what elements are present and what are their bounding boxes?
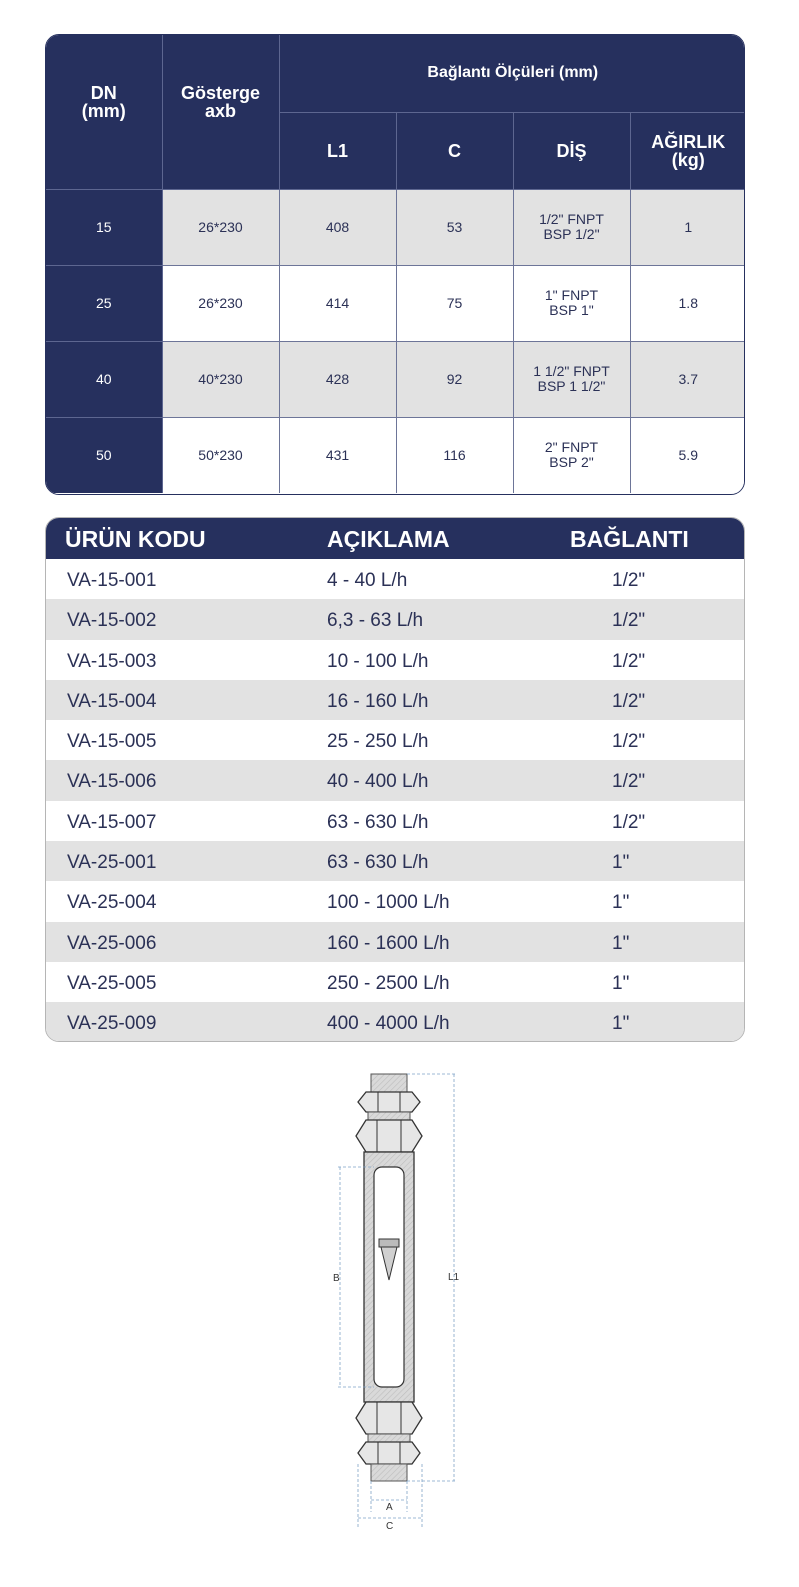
baglanti: 1/2" <box>612 811 646 833</box>
l1-cell: 414 <box>279 265 396 341</box>
dis-line: BSP 1/2" <box>543 226 600 242</box>
bottom-washer <box>368 1434 410 1442</box>
dn-cell: 25 <box>46 265 162 341</box>
dn-cell: 50 <box>46 417 162 493</box>
aciklama: 100 - 1000 L/h <box>327 892 450 914</box>
dimension-c-label: C <box>386 1521 394 1532</box>
top-union-nut <box>356 1120 422 1152</box>
top-nut <box>358 1092 420 1112</box>
header-l1: L1 <box>279 112 396 189</box>
table-row <box>46 599 744 639</box>
top-pipe-stub <box>371 1074 407 1092</box>
dis-cell <box>513 417 630 493</box>
agirlik-cell: 3.7 <box>630 341 745 417</box>
urun-kodu: VA-25-009 <box>67 1013 157 1035</box>
dis-line: 1" FNPT <box>544 287 599 303</box>
dn-cell: 15 <box>46 189 162 265</box>
top-washer <box>368 1112 410 1120</box>
dis-line: BSP 2" <box>549 454 594 471</box>
header-c: C <box>396 112 513 189</box>
header-agirlik: AĞIRLIK (kg) <box>630 112 745 189</box>
table-row <box>46 341 745 417</box>
baglanti: 1/2" <box>612 690 646 712</box>
aciklama: 40 - 400 L/h <box>327 771 429 793</box>
table-row <box>46 881 744 921</box>
urun-kodu: VA-15-005 <box>67 731 157 753</box>
aciklama: 10 - 100 L/h <box>327 650 429 672</box>
dis-line: BSP 1" <box>549 302 594 318</box>
table-row <box>46 640 744 680</box>
bottom-nut <box>358 1442 420 1464</box>
gosterge-cell: 40*230 <box>162 341 279 417</box>
baglanti: 1/2" <box>612 731 646 753</box>
dis-line: 1/2" FNPT <box>539 211 604 227</box>
header-dn: DN (mm) <box>46 35 162 189</box>
table-row <box>46 680 744 720</box>
table-row <box>46 265 745 341</box>
baglanti: 1" <box>612 932 630 954</box>
urun-kodu: VA-15-002 <box>67 610 157 632</box>
aciklama: 6,3 - 63 L/h <box>327 610 424 632</box>
aciklama: 4 - 40 L/h <box>327 570 408 591</box>
agirlik-cell: 1.8 <box>630 265 745 341</box>
dimension-l1-label: L1 <box>448 1272 460 1283</box>
baglanti: 1" <box>612 972 630 994</box>
urun-kodu: VA-25-001 <box>67 852 157 874</box>
dis-line: 1 1/2" FNPT <box>533 363 610 379</box>
baglanti: 1/2" <box>612 771 646 793</box>
dis-line: BSP 1 1/2" <box>537 378 606 394</box>
dimension-a-label: A <box>386 1502 393 1513</box>
table-row <box>46 1002 744 1042</box>
aciklama: 63 - 630 L/h <box>327 811 429 833</box>
dis-cell <box>513 189 630 265</box>
table-row <box>46 962 744 1002</box>
c-cell: 116 <box>396 417 513 493</box>
header-baglanti-olculeri: Bağlantı Ölçüleri (mm) <box>279 35 745 112</box>
table-row <box>46 189 745 265</box>
dis-cell <box>513 265 630 341</box>
product-table-header <box>46 518 744 559</box>
gosterge-cell: 50*230 <box>162 417 279 493</box>
bottom-pipe-stub <box>371 1464 407 1481</box>
urun-kodu: VA-15-006 <box>67 771 157 793</box>
gosterge-cell: 26*230 <box>162 265 279 341</box>
c-cell: 75 <box>396 265 513 341</box>
table-row <box>46 801 744 841</box>
header-gosterge: Gösterge axb <box>162 35 279 189</box>
urun-kodu: VA-15-003 <box>67 650 157 672</box>
bottom-union-nut <box>356 1402 422 1434</box>
aciklama: 25 - 250 L/h <box>327 731 429 753</box>
urun-kodu: VA-25-006 <box>67 932 157 954</box>
urun-kodu: VA-25-004 <box>67 892 157 914</box>
aciklama: 160 - 1600 L/h <box>327 932 450 954</box>
dimensions-table <box>45 34 745 495</box>
l1-cell: 428 <box>279 341 396 417</box>
header-urun-kodu: ÜRÜN KODU <box>65 526 206 552</box>
flowmeter-drawing <box>330 1066 480 1536</box>
c-cell: 92 <box>396 341 513 417</box>
urun-kodu: VA-15-001 <box>67 570 157 591</box>
baglanti: 1" <box>612 1013 630 1035</box>
agirlik-cell: 5.9 <box>630 417 745 493</box>
aciklama: 16 - 160 L/h <box>327 690 429 712</box>
l1-cell: 408 <box>279 189 396 265</box>
gosterge-cell: 26*230 <box>162 189 279 265</box>
urun-kodu: VA-15-004 <box>67 690 157 712</box>
urun-kodu: VA-25-005 <box>67 972 157 994</box>
table-row <box>46 559 744 599</box>
table-row <box>46 760 744 800</box>
flowmeter-svg <box>330 1066 480 1536</box>
table-row <box>46 841 744 881</box>
baglanti: 1" <box>612 892 630 914</box>
urun-kodu: VA-15-007 <box>67 811 157 833</box>
baglanti: 1/2" <box>612 570 646 591</box>
table-row <box>46 922 744 962</box>
dn-cell: 40 <box>46 341 162 417</box>
baglanti: 1/2" <box>612 650 646 672</box>
c-cell: 53 <box>396 189 513 265</box>
header-dis: DİŞ <box>513 112 630 189</box>
dis-cell <box>513 341 630 417</box>
aciklama: 63 - 630 L/h <box>327 852 429 874</box>
dis-line: 2" FNPT <box>544 439 599 456</box>
baglanti: 1" <box>612 852 630 874</box>
header-baglanti: BAĞLANTI <box>570 526 689 552</box>
float-head <box>379 1239 399 1247</box>
table-row <box>46 417 745 493</box>
product-table <box>45 517 745 1042</box>
baglanti: 1/2" <box>612 610 646 632</box>
header-aciklama: AÇIKLAMA <box>327 526 450 552</box>
dimension-b-label: B <box>333 1273 340 1284</box>
l1-cell: 431 <box>279 417 396 493</box>
agirlik-cell: 1 <box>630 189 745 265</box>
aciklama: 250 - 2500 L/h <box>327 972 450 994</box>
table-row <box>46 720 744 760</box>
aciklama: 400 - 4000 L/h <box>327 1013 450 1035</box>
